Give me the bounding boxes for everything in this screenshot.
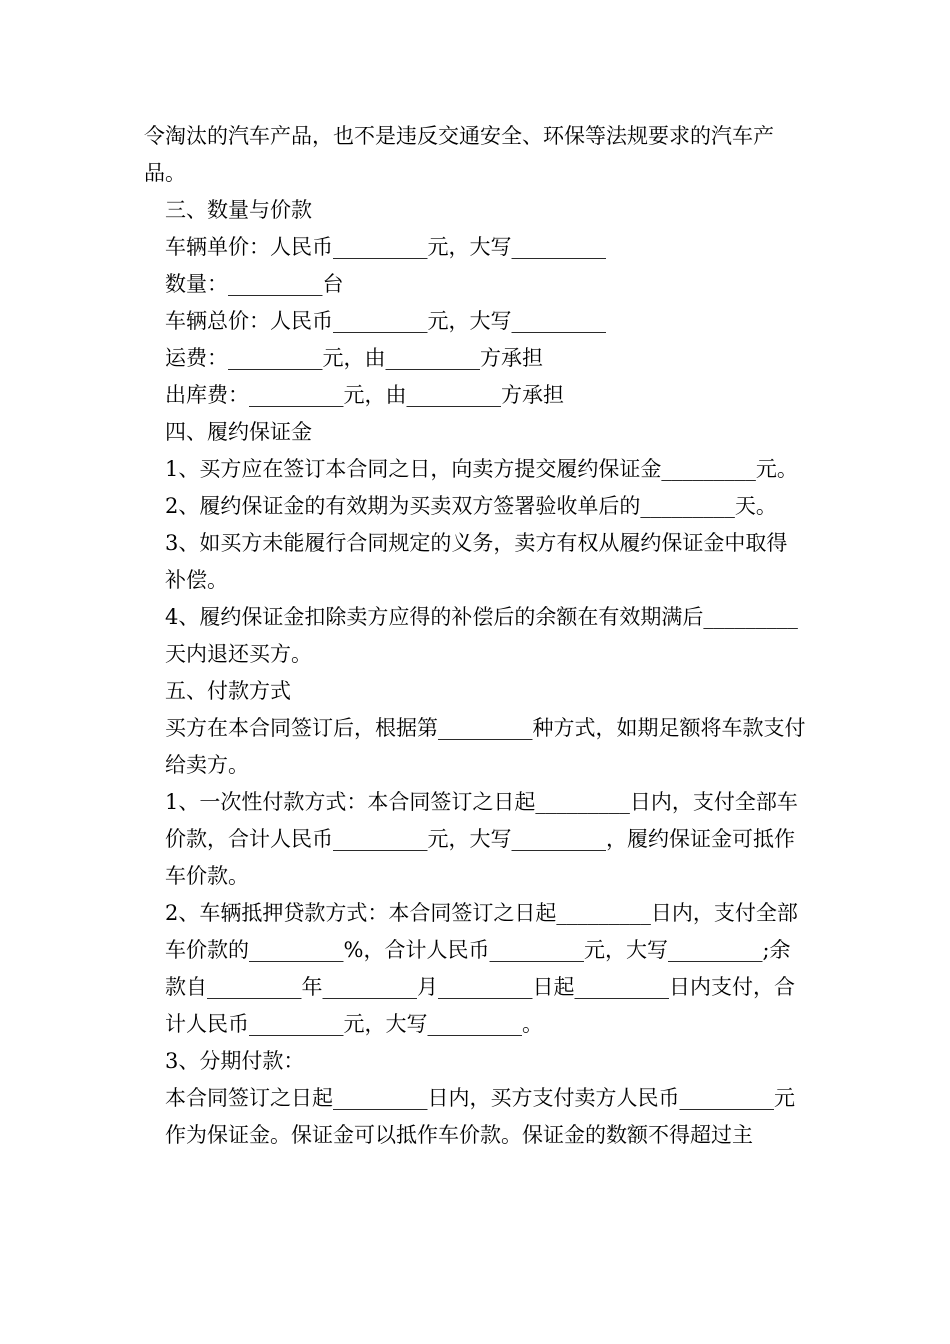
document-page: [144, 118, 806, 1154]
payment-clause-3-heading: 3、分期付款：: [165, 1049, 305, 1073]
outbound-fee-line: 出库费：_________元，由_________方承担: [165, 383, 564, 407]
section-heading-payment: 五、付款方式: [165, 679, 291, 703]
installment-paragraph: 本合同签订之日起_________日内，买方支付卖方人民币_________元作为保证金。保证金可以抵作车价款。保证金的数额不得超过主: [165, 1086, 795, 1147]
total-price-line: 车辆总价：人民币_________元，大写_________: [165, 309, 606, 333]
payment-clause-2: 2、车辆抵押贷款方式：本合同签订之日起_________日内，支付全部车价款的_________%，合计人民币_________元，大写_________;余款自_________年_________月_________日起_________日内支付，合计人民币_________元，大写_________。: [165, 901, 798, 1036]
bond-clause-3: 3、如买方未能履行合同规定的义务，卖方有权从履约保证金中取得补偿。: [165, 531, 788, 592]
payment-intro: 买方在本合同签订后，根据第_________种方式，如期足额将车款支付给卖方。: [165, 716, 806, 777]
paragraph: 令淘汰的汽车产品，也不是违反交通安全、环保等法规要求的汽车产品。: [144, 124, 774, 185]
section-heading-quantity-price: 三、数量与价款: [165, 198, 312, 222]
freight-line: 运费：_________元，由_________方承担: [165, 346, 543, 370]
bond-clause-2: 2、履约保证金的有效期为买卖双方签署验收单后的_________天。: [165, 494, 777, 518]
section-heading-performance-bond: 四、履约保证金: [165, 420, 312, 444]
unit-price-line: 车辆单价：人民币_________元，大写_________: [165, 235, 606, 259]
bond-clause-1: 1、买方应在签订本合同之日，向卖方提交履约保证金_________元。: [165, 457, 798, 481]
payment-clause-1: 1、一次性付款方式：本合同签订之日起_________日内，支付全部车价款，合计人民币_________元，大写_________，履约保证金可抵作车价款。: [165, 790, 798, 888]
bond-clause-4: 4、履约保证金扣除卖方应得的补偿后的余额在有效期满后_________天内退还买方。: [165, 605, 798, 666]
quantity-line: 数量：_________台: [165, 272, 344, 296]
